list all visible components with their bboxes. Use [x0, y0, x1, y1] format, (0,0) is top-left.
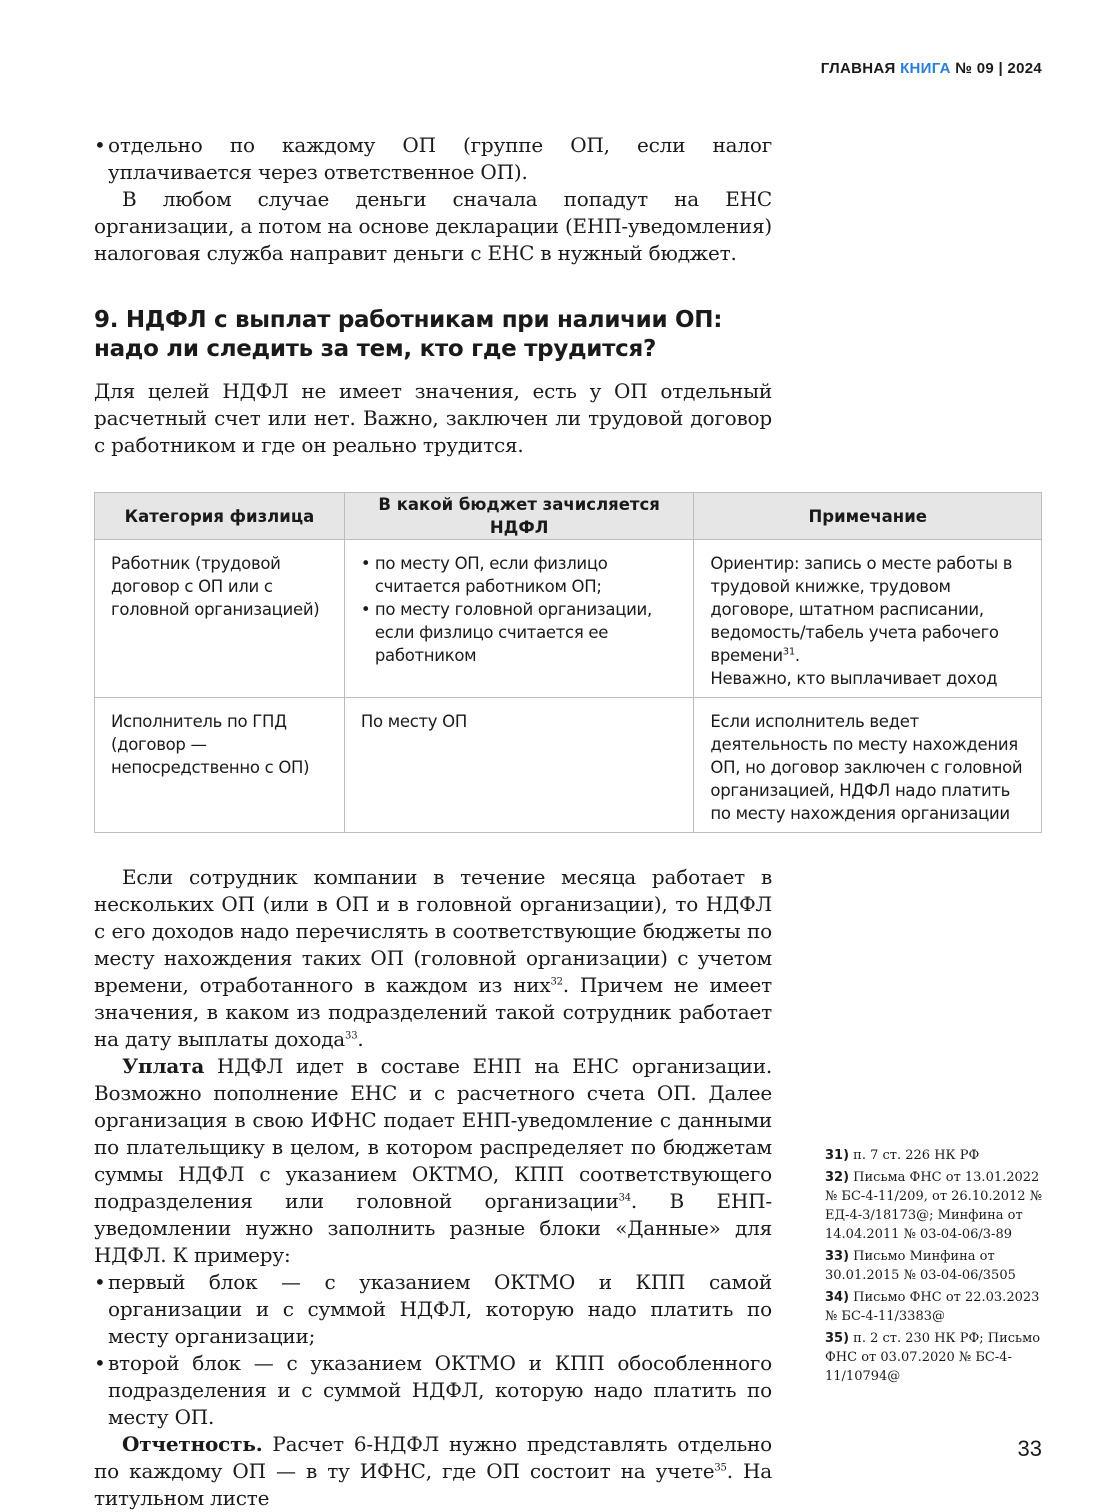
footnote: [825, 1146, 1050, 1165]
list-item: • по месту ОП, если физлицо считается работником ОП;: [361, 552, 680, 598]
list-item: • второй блок — с указанием ОКТМО и КПП обособленного подразделения и с суммой НДФЛ, которую надо платить по месту ОП.: [94, 1350, 772, 1431]
table-row: [95, 698, 1042, 833]
footnote-text: Письмо Минфина от 30.01.2015 № 03-04-06/3505: [825, 1249, 1016, 1283]
table-cell-category: Работник (трудовой договор с ОП или с головной организацией): [95, 540, 345, 698]
table-header: Примечание: [694, 493, 1042, 540]
list-item: • первый блок — с указанием ОКТМО и КПП самой организации и с суммой НДФЛ, которую надо платить по месту организации;: [94, 1269, 772, 1350]
table-header: Категория физлица: [95, 493, 345, 540]
top-text-block: [94, 132, 772, 267]
paragraph-text: НДФЛ идет в составе ЕНП на ЕНС организации. Возможно пополнение ЕНС и с расчетного счета ОП. Далее организация в свою ИФНС подает ЕНП-уведомление с данными по плательщику в целом, в котором распределяет по бюджетам суммы НДФЛ с указанием ОКТМО, КПП соответствующего подразделения или головной организации: [94, 1054, 772, 1213]
paragraph-multiple-op: [94, 864, 772, 1053]
footnote-ref: 34: [618, 1192, 631, 1204]
footnote-number: 31): [825, 1148, 850, 1163]
header-title-accent: КНИГА: [900, 60, 951, 77]
note-text: Неважно, кто выплачивает доход: [710, 669, 998, 688]
footnote-number: 32): [825, 1170, 850, 1185]
run-in-heading: Уплата: [122, 1054, 205, 1078]
footnote-ref: 35: [714, 1462, 727, 1474]
paragraph-text: Расчет 6-НДФЛ нужно представлять отдельно по каждому ОП — в ту ИФНС, где ОП состоит на учете: [94, 1432, 772, 1483]
table-cell-budget: [344, 540, 694, 698]
footnote-number: 35): [825, 1331, 850, 1346]
top-bullet: • отдельно по каждому ОП (группе ОП, если налог уплачивается через ответственное ОП).: [94, 132, 772, 186]
header-title: ГЛАВНАЯ: [820, 60, 901, 77]
footnote-number: 34): [825, 1290, 850, 1305]
footnote-ref: 32: [550, 976, 563, 988]
footnote: [825, 1168, 1050, 1244]
paragraph-text: Если сотрудник компании в течение месяца работает в нескольких ОП (или в ОП и в головной организации), то НДФЛ с его доходов надо перечислять в соответствующие бюджеты по месту нахождения таких ОП (головной организации) с учетом времени, отработанного в каждом из них: [94, 865, 772, 997]
footnote: [825, 1288, 1050, 1326]
section-heading: [94, 306, 794, 364]
footnote: [825, 1247, 1050, 1285]
lower-text-block: [94, 864, 772, 1512]
table-header-row: [95, 493, 1042, 540]
note-text: Ориентир: запись о месте работы в трудовой книжке, трудовом договоре, штатном расписании, ведомость/табель учета рабочего времени: [710, 554, 1013, 665]
run-in-heading: Отчетность.: [122, 1432, 263, 1456]
list-item: • по месту головной организации, если физлицо считается ее работником: [361, 598, 680, 667]
note-text-end: .: [794, 646, 800, 665]
paragraph-text: . На титульном листе: [94, 1459, 772, 1510]
paragraph-payment: [94, 1053, 772, 1269]
section-heading-line1: 9. НДФЛ с выплат работникам при наличии ОП:: [94, 307, 723, 333]
header-issue: № 09 | 2024: [950, 60, 1042, 77]
footnote-text: п. 7 ст. 226 НК РФ: [849, 1148, 980, 1163]
footnotes: [825, 1146, 1050, 1389]
footnote-text: Письма ФНС от 13.01.2022 № БС-4-11/209, от 26.10.2012 № ЕД-4-3/18173@; Минфина от 14.04.2011 № 03-04-06/3-89: [825, 1170, 1043, 1242]
top-paragraph: В любом случае деньги сначала попадут на ЕНС организации, а потом на основе декларации (ЕНП-уведомления) налоговая служба направит деньги с ЕНС в нужный бюджет.: [94, 187, 772, 265]
table-header: В какой бюджет зачисляется НДФЛ: [344, 493, 694, 540]
section-heading-line2: надо ли следить за тем, кто где трудится?: [94, 336, 656, 362]
footnote-text: п. 2 ст. 230 НК РФ; Письмо ФНС от 03.07.2020 № БС-4-11/10794@: [825, 1331, 1041, 1384]
footnote-text: Письмо ФНС от 22.03.2023 № БС-4-11/3383@: [825, 1290, 1040, 1324]
table-cell-budget: По месту ОП: [344, 698, 694, 833]
ndfl-table: [94, 492, 1042, 833]
table-cell-category: Исполнитель по ГПД (договор — непосредственно с ОП): [95, 698, 345, 833]
footnote-ref: 33: [345, 1030, 358, 1042]
paragraph-text: . Причем не имеет значения, в каком из подразделений такой сотрудник работает на дату выплаты дохода: [94, 973, 772, 1051]
paragraph-text: . В ЕНП-уведомлении нужно заполнить разные блоки «Данные» для НДФЛ. К примеру:: [94, 1189, 772, 1267]
page-number: 33: [1017, 1436, 1042, 1461]
footnote-ref: 31: [782, 646, 795, 658]
footnote-number: 33): [825, 1249, 850, 1264]
intro-paragraph: Для целей НДФЛ не имеет значения, есть у ОП отдельный расчетный счет или нет. Важно, заключен ли трудовой договор с работником и где он реально трудится.: [94, 379, 772, 457]
running-header: [821, 60, 1042, 77]
intro-block: [94, 378, 772, 459]
table-cell-note: [694, 540, 1042, 698]
paragraph-text: .: [357, 1027, 364, 1051]
table-row: [95, 540, 1042, 698]
table-cell-note: Если исполнитель ведет деятельность по месту нахождения ОП, но договор заключен с головной организацией, НДФЛ надо платить по месту нахождения организации: [694, 698, 1042, 833]
footnote: [825, 1329, 1050, 1386]
